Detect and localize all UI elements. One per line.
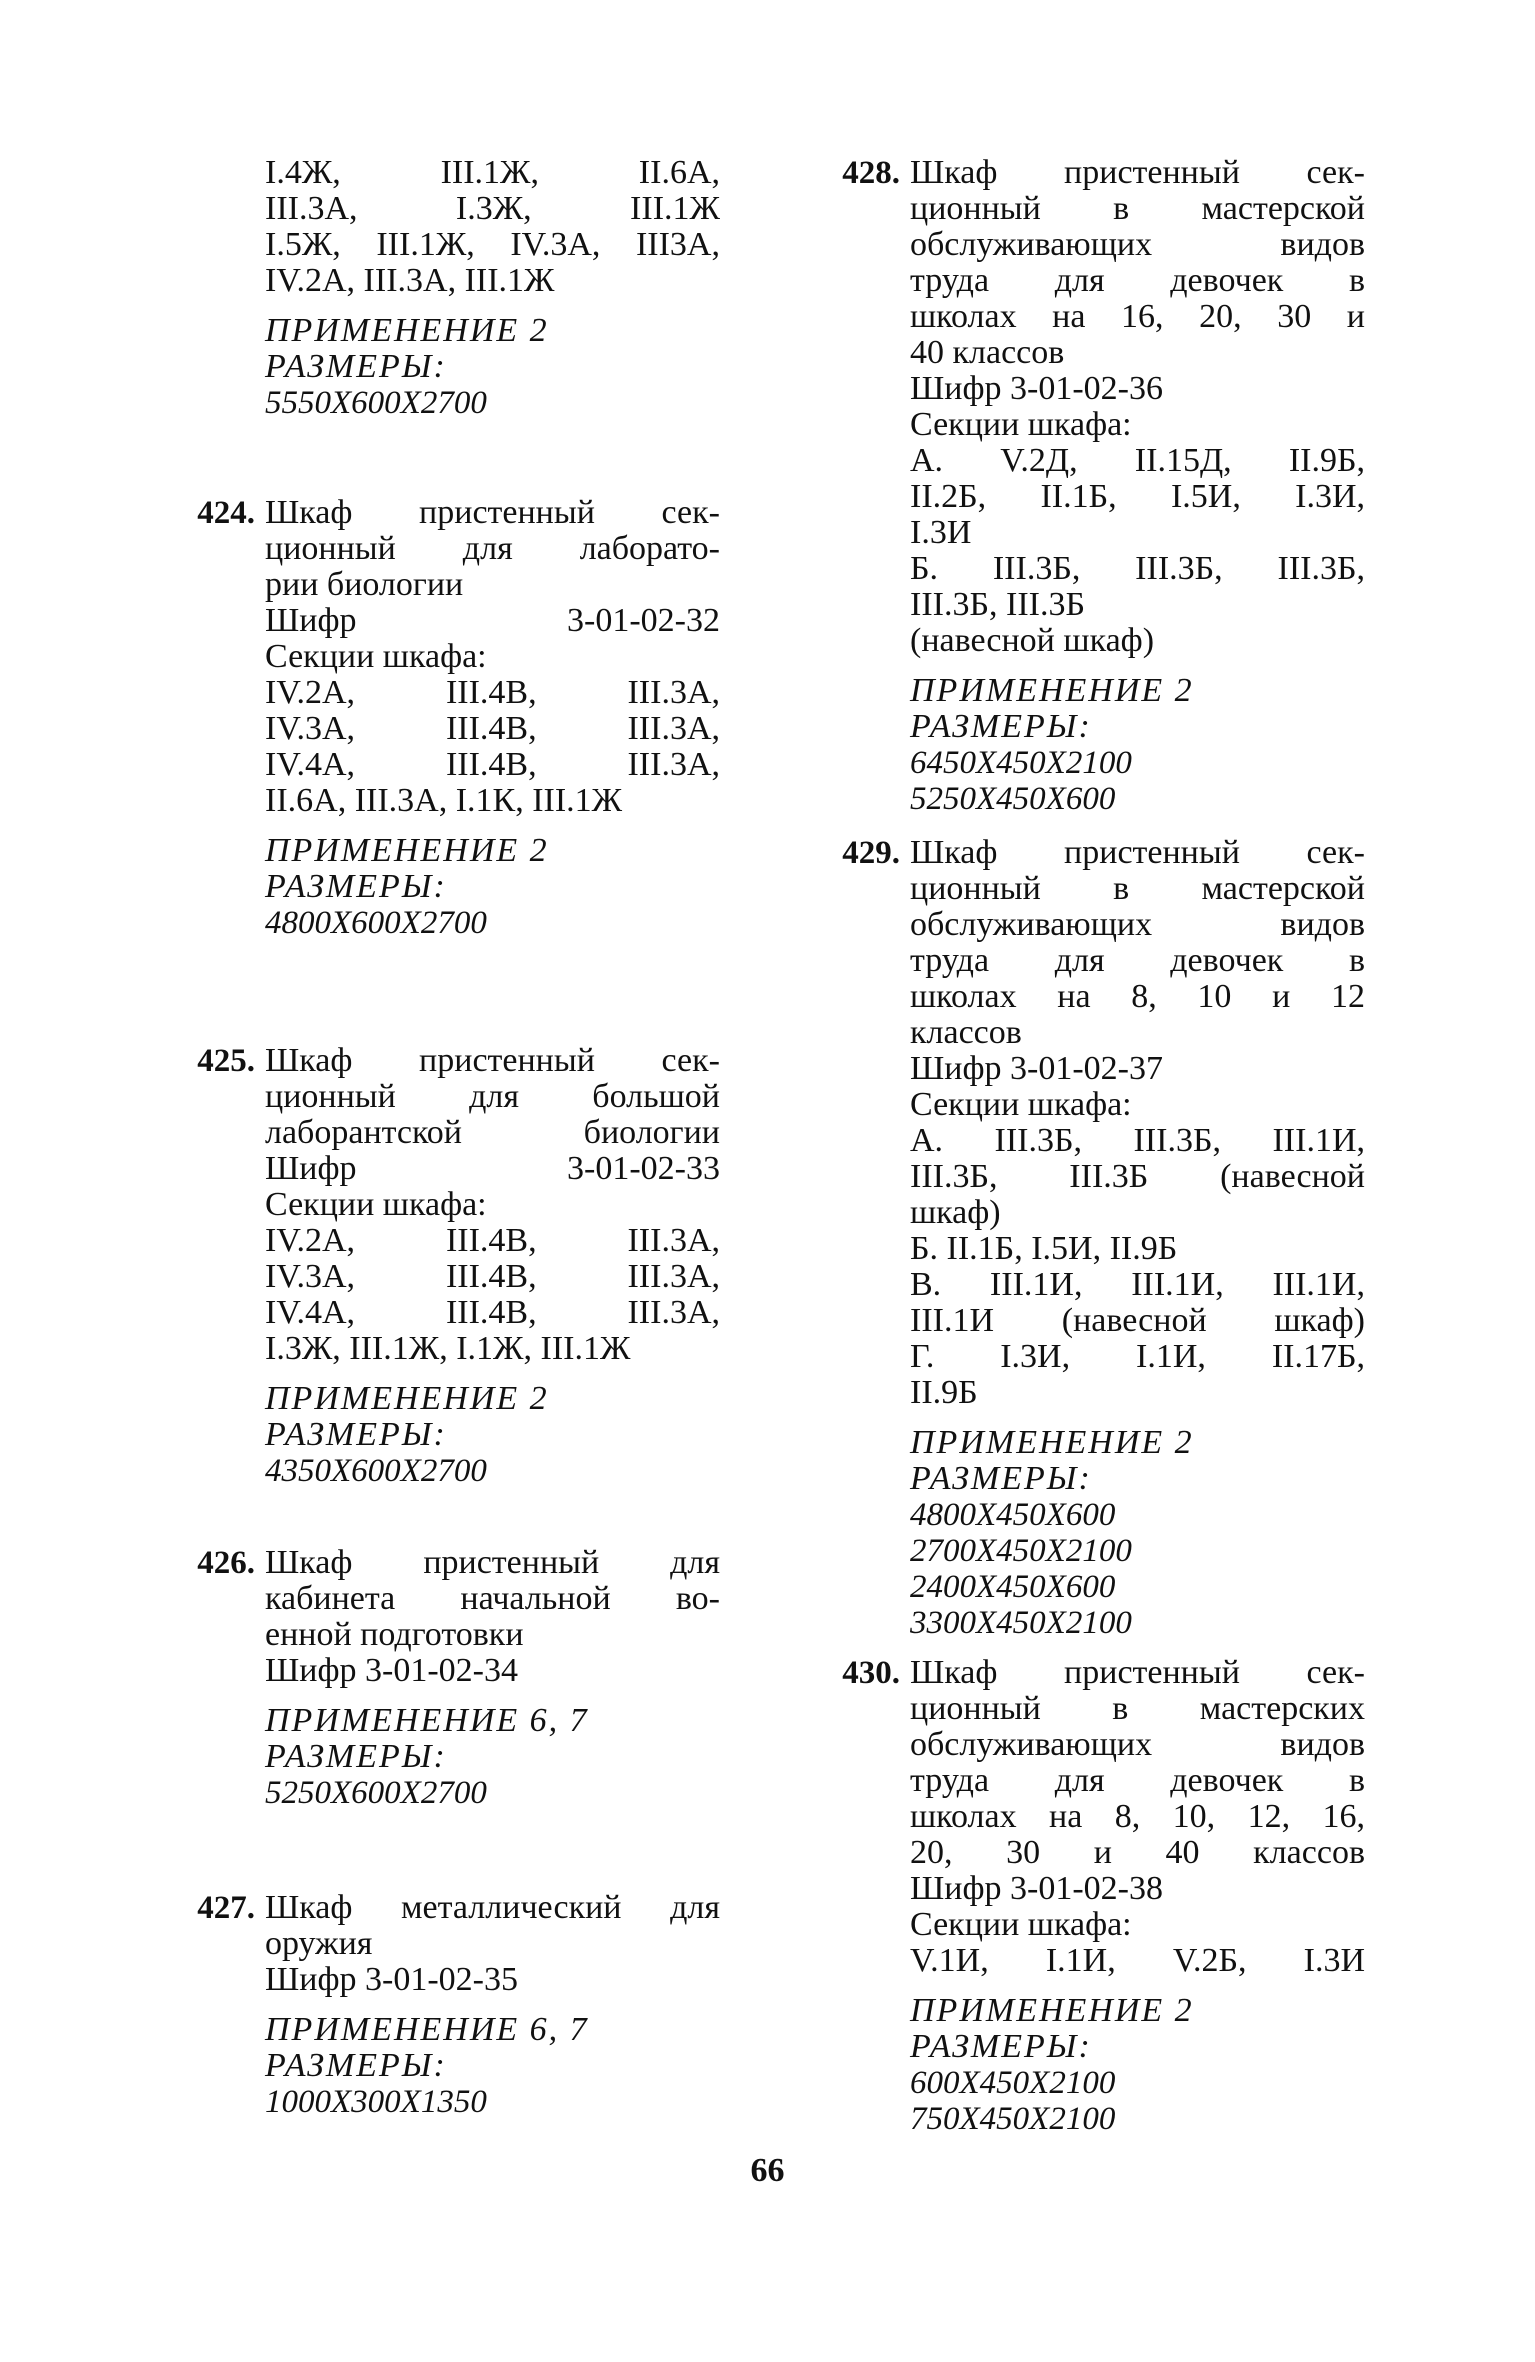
size-value: 6450X450X2100 [910,745,1132,781]
application-label: ПРИМЕНЕНИЕ 2 [910,1992,1194,2029]
entry-body [910,835,1365,1641]
entry-text-line: II.6А, III.3А, I.1К, III.1Ж [265,782,623,819]
entry-text-line: Шкаф пристенный сек- [910,1654,1365,1691]
sizes-label: РАЗМЕРЫ: [910,1460,1092,1497]
entry-text-line: II.9Б [910,1374,978,1411]
entry-text-line: школах на 16, 20, 30 и [910,298,1365,335]
entry-body [910,1655,1365,2137]
entry-text-line: I.3Ж, III.1Ж, I.1Ж, III.1Ж [265,1330,631,1367]
entry-text-line: Секции шкафа: [910,1906,1132,1943]
entry-body [910,155,1365,817]
size-value: 5250X450X600 [910,781,1116,817]
entry-body [265,1545,720,1811]
size-value: 2400X450X600 [910,1569,1116,1605]
entry-text-line: Секции шкафа: [265,1186,487,1223]
entry-text-line: ционный для лаборато- [265,530,720,567]
entry-text-line: Шкаф металлический для [265,1889,720,1926]
entry-text-line: 40 классов [910,334,1065,371]
size-value: 5250X600X2700 [265,1775,487,1811]
entry-number: 428. [842,155,900,191]
entry-text-line: оружия [265,1925,373,1962]
entry-text-line: I.5Ж, III.1Ж, IV.3А, III3А, [265,226,720,263]
sizes-label: РАЗМЕРЫ: [265,1738,447,1775]
entry-text-line: IV.4А, III.4В, III.3А, [265,746,720,783]
sizes-label: РАЗМЕРЫ: [265,2047,447,2084]
entry-text-line: III.3Б, III.3Б [910,586,1085,623]
entry-text-line: III.3А, I.3Ж, III.1Ж [265,190,720,227]
entry-text-line: Б. III.3Б, III.3Б, III.3Б, [910,550,1365,587]
entry-text-line: енной подготовки [265,1616,524,1653]
entry-text-line: I.3И [910,514,972,551]
entry-text-line: ционный в мастерской [910,870,1365,907]
entry-text-line: IV.2А, III.4В, III.3А, [265,1222,720,1259]
entry-text-line: А. III.3Б, III.3Б, III.1И, [910,1122,1365,1159]
entry-text-line: Г. I.3И, I.1И, II.17Б, [910,1338,1365,1375]
entry-text-line: рии биологии [265,566,464,603]
size-value: 3300X450X2100 [910,1605,1132,1641]
entry-text-line: Секции шкафа: [910,1086,1132,1123]
entry-body [265,1043,720,1489]
entry-text-line: лаборантской биологии [265,1114,720,1151]
entry-number: 426. [197,1545,255,1581]
entry-text-line: школах на 8, 10, 12, 16, [910,1798,1365,1835]
entry-text-line: Шифр 3-01-02-34 [265,1652,518,1689]
size-value: 5550X600X2700 [265,385,487,421]
entry-text-line: школах на 8, 10 и 12 [910,978,1365,1015]
entry-body [265,155,720,421]
entry-text-line: ционный в мастерской [910,190,1365,227]
entry-text-line: В. III.1И, III.1И, III.1И, [910,1266,1365,1303]
entry-text-line: труда для девочек в [910,942,1365,979]
entry-text-line: IV.2А, III.4В, III.3А, [265,674,720,711]
entry-text-line: ционный для большой [265,1078,720,1115]
sizes-label: РАЗМЕРЫ: [265,348,447,385]
entry-text-line: Шифр 3-01-02-35 [265,1961,518,1998]
application-label: ПРИМЕНЕНИЕ 2 [265,312,549,349]
entry-number: 429. [842,835,900,871]
entry-text-line: Шифр 3-01-02-37 [910,1050,1163,1087]
sizes-label: РАЗМЕРЫ: [910,708,1092,745]
application-label: ПРИМЕНЕНИЕ 6, 7 [265,2011,589,2048]
entry-text-line: II.2Б, II.1Б, I.5И, I.3И, [910,478,1365,515]
entry-text-line: Шкаф пристенный для [265,1544,720,1581]
entry-body [265,1890,720,2120]
entry-number: 425. [197,1043,255,1079]
size-value: 1000X300X1350 [265,2084,487,2120]
entry-text-line: шкаф) [910,1194,1001,1231]
entry-text-line: Шкаф пристенный сек- [265,494,720,531]
size-value: 750X450X2100 [910,2101,1116,2137]
entry-text-line: Шифр 3-01-02-36 [910,370,1163,407]
size-value: 2700X450X2100 [910,1533,1132,1569]
entry-text-line: Секции шкафа: [910,406,1132,443]
entry-text-line: обслуживающих видов [910,226,1365,263]
entry-text-line: IV.3А, III.4В, III.3А, [265,710,720,747]
entry-body [265,495,720,941]
entry-text-line: Шкаф пристенный сек- [910,834,1365,871]
size-value: 4350X600X2700 [265,1453,487,1489]
entry-text-line: Б. II.1Б, I.5И, II.9Б [910,1230,1178,1267]
entry-text-line: III.3Б, III.3Б (навесной [910,1158,1365,1195]
sizes-label: РАЗМЕРЫ: [910,2028,1092,2065]
application-label: ПРИМЕНЕНИЕ 2 [910,672,1194,709]
entry-text-line: труда для девочек в [910,1762,1365,1799]
entry-text-line: обслуживающих видов [910,906,1365,943]
sizes-label: РАЗМЕРЫ: [265,868,447,905]
entry-text-line: 20, 30 и 40 классов [910,1834,1365,1871]
entry-text-line: классов [910,1014,1022,1051]
application-label: ПРИМЕНЕНИЕ 2 [910,1424,1194,1461]
entry-text-line: Шкаф пристенный сек- [910,154,1365,191]
entry-text-line: I.4Ж, III.1Ж, II.6А, [265,154,720,191]
entry-text-line: обслуживающих видов [910,1726,1365,1763]
entry-number: 427. [197,1890,255,1926]
entry-text-line: труда для девочек в [910,262,1365,299]
entry-text-line: ционный в мастерских [910,1690,1365,1727]
entry-text-line: Шифр 3-01-02-38 [910,1870,1163,1907]
entry-text-line: Шифр 3-01-02-33 [265,1150,720,1187]
entry-text-line: Секции шкафа: [265,638,487,675]
size-value: 4800X600X2700 [265,905,487,941]
size-value: 4800X450X600 [910,1497,1116,1533]
size-value: 600X450X2100 [910,2065,1116,2101]
application-label: ПРИМЕНЕНИЕ 6, 7 [265,1702,589,1739]
entry-text-line: IV.3А, III.4В, III.3А, [265,1258,720,1295]
entry-number: 424. [197,495,255,531]
entry-text-line: кабинета начальной во- [265,1580,720,1617]
entry-text-line: Шкаф пристенный сек- [265,1042,720,1079]
sizes-label: РАЗМЕРЫ: [265,1416,447,1453]
entry-text-line: IV.4А, III.4В, III.3А, [265,1294,720,1331]
page-number: 66 [750,2152,785,2189]
entry-text-line: (навесной шкаф) [910,622,1155,659]
entry-text-line: III.1И (навесной шкаф) [910,1302,1365,1339]
entry-text-line: IV.2А, III.3А, III.1Ж [265,262,555,299]
application-label: ПРИМЕНЕНИЕ 2 [265,832,549,869]
entry-text-line: Шифр 3-01-02-32 [265,602,720,639]
application-label: ПРИМЕНЕНИЕ 2 [265,1380,549,1417]
entry-number: 430. [842,1655,900,1691]
entry-text-line: V.1И, I.1И, V.2Б, I.3И [910,1942,1365,1979]
entry-text-line: А. V.2Д, II.15Д, II.9Б, [910,442,1365,479]
